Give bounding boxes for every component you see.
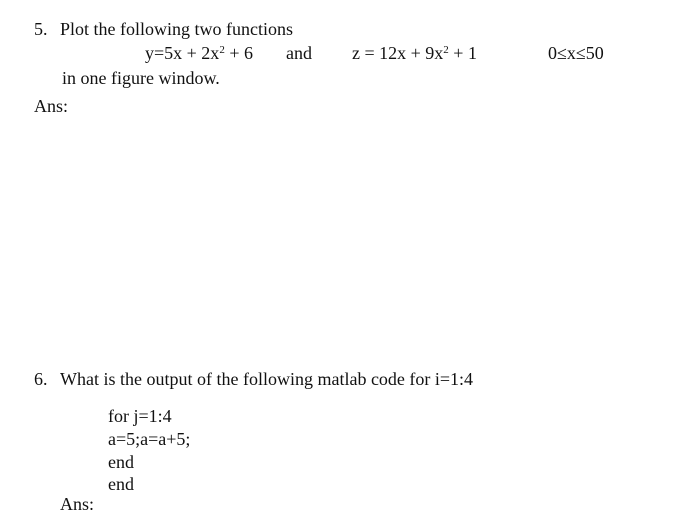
q6-code-line-3: end: [108, 452, 134, 472]
q6-code-line-1: for j=1:4: [108, 406, 172, 426]
q5-continuation: in one figure window.: [62, 68, 220, 88]
q5-z-prefix: z = 12x + 9x: [352, 43, 444, 63]
q5-z-suffix: + 1: [448, 43, 477, 63]
q5-y-exponent: 2: [219, 44, 225, 56]
q5-z-exponent: 2: [443, 44, 449, 56]
q5-y-prefix: y=5x + 2x: [145, 43, 220, 63]
q5-function-y: [145, 44, 253, 62]
q5-domain: 0≤x≤50: [548, 43, 604, 63]
q5-answer-label: Ans:: [34, 96, 69, 116]
q6-code-line-2: a=5;a=a+5;: [108, 429, 191, 449]
q6-prompt: What is the output of the following matlab code for i=1:4: [60, 369, 474, 389]
q5-and: and: [286, 43, 312, 63]
q5-y-suffix: + 6: [224, 43, 253, 63]
q5-prompt: Plot the following two functions: [60, 19, 293, 39]
q5-function-z: [352, 44, 477, 62]
q5-number: 5.: [34, 19, 48, 39]
q6-answer-label: Ans:: [60, 494, 95, 514]
q6-number: 6.: [34, 369, 48, 389]
q6-code-line-4: end: [108, 474, 134, 494]
